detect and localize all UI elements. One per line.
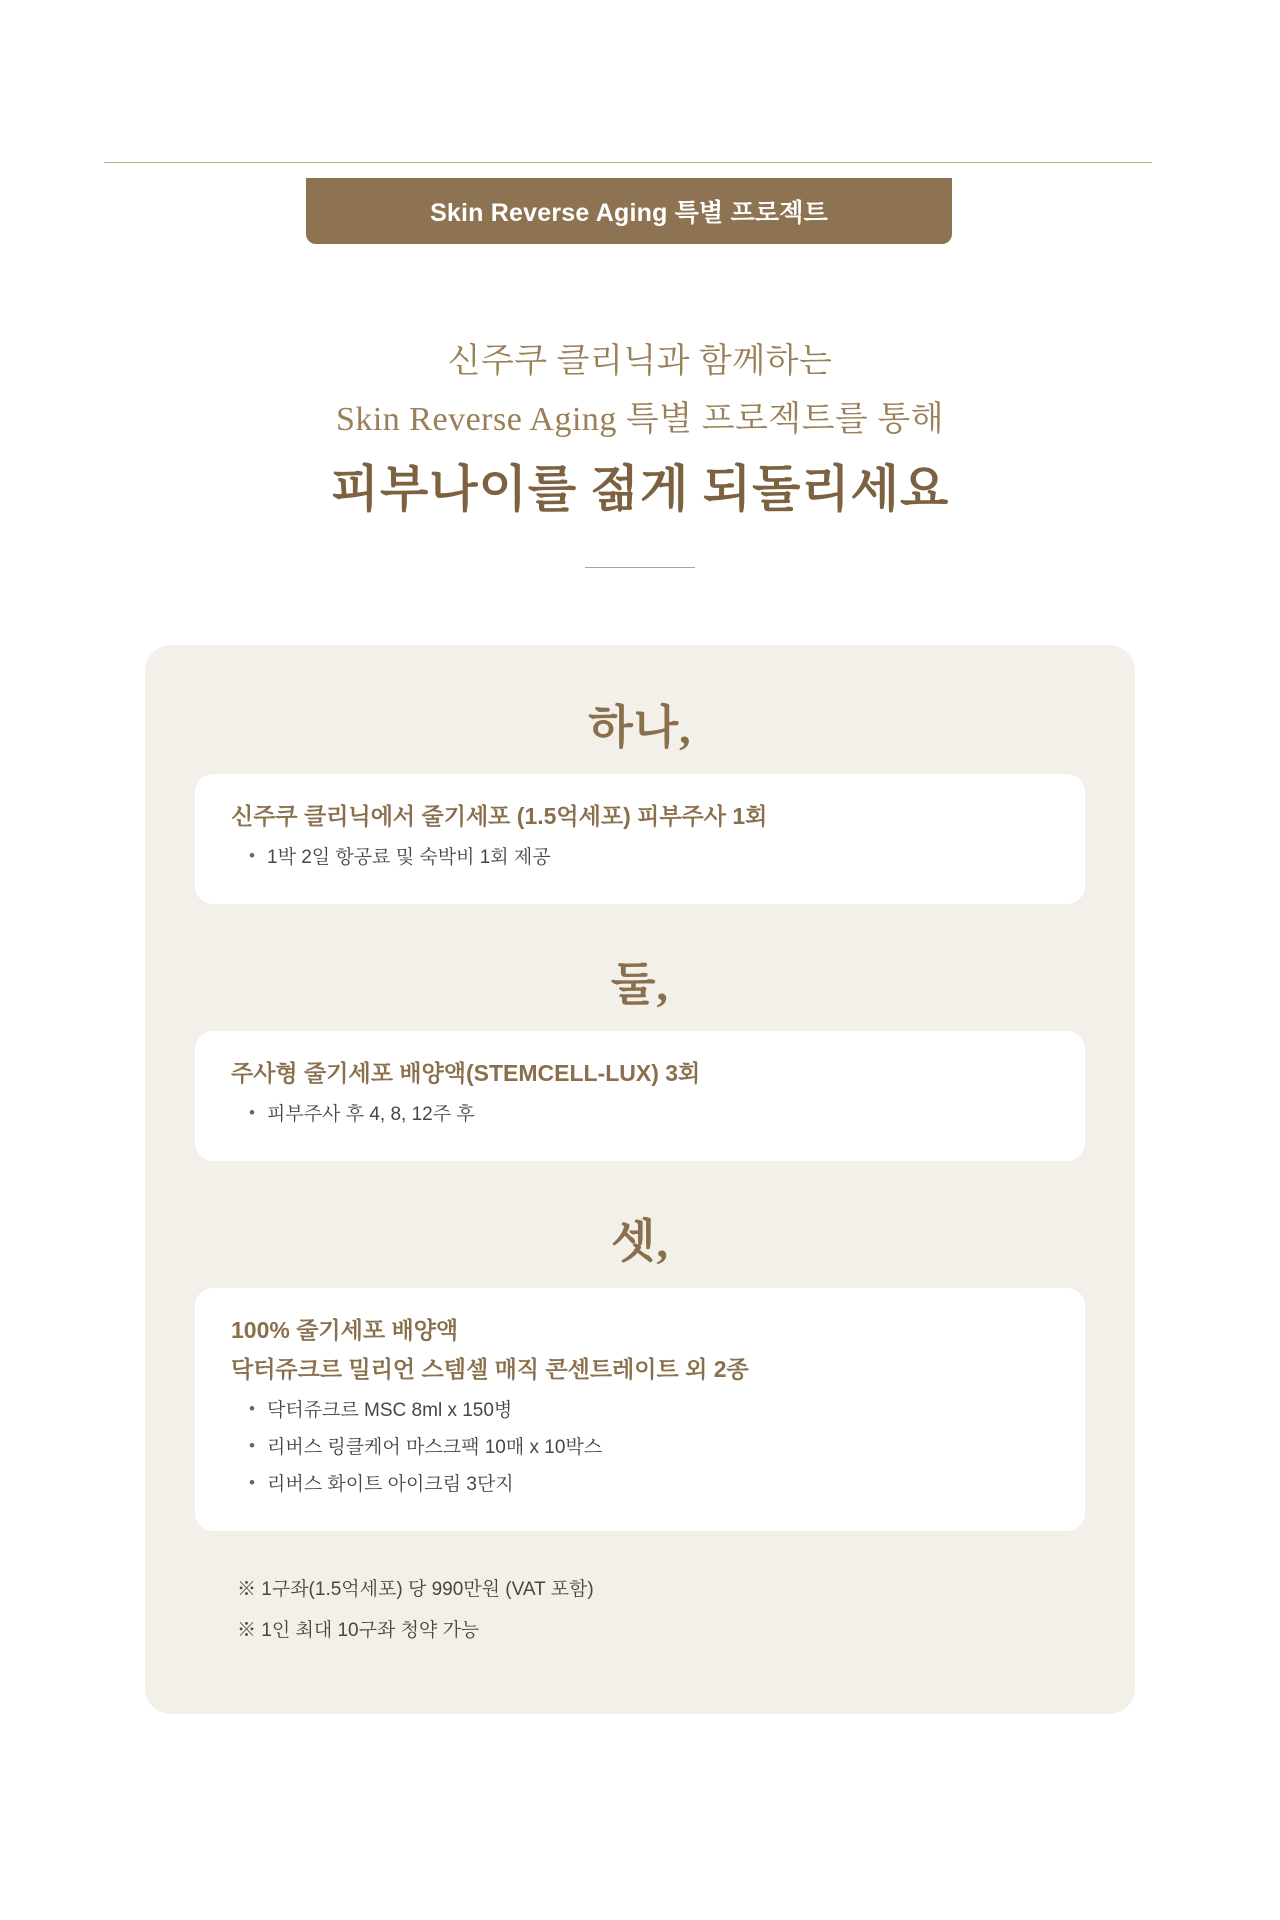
step-number-2: 둘, [611,958,669,1010]
spacer-2 [145,1161,1135,1205]
step-card-2-title: 주사형 줄기세포 배양액(STEMCELL-LUX) 3회 [231,1059,701,1086]
ribbon-label: Skin Reverse Aging 특별 프로젝트 [430,199,828,227]
spacer-1 [145,904,1135,948]
step-card-1-title: 신주쿠 클리닉에서 줄기세포 (1.5억세포) 피부주사 1회 [231,802,768,829]
list-item: • 1박 2일 항공료 및 숙박비 1회 제공 [247,839,1049,876]
top-divider-line [104,162,1152,163]
ribbon-banner [306,178,952,244]
step-card-3-title: 100% 줄기세포 배양액 [231,1316,459,1343]
headline-divider [585,567,695,568]
step-number-3: 셋, [611,1215,669,1267]
note-price: ※ 1구좌(1.5억세포) 당 990만원 (VAT 포함) [237,1579,594,1601]
step-card-3 [195,1288,1085,1532]
page-title: 피부나이를 젊게 되돌리세요 [330,461,950,518]
offer-panel [145,645,1135,1714]
headline-lead-line2: Skin Reverse Aging 특별 프로젝트를 통해 [335,401,945,439]
list-item: • 닥터쥬크르 MSC 8ml x 150병 [247,1392,1049,1429]
step-card-3-subtitle: 닥터쥬크르 밀리언 스템셀 매직 콘센트레이트 외 2종 [231,1355,749,1382]
note-limit: ※ 1인 최대 10구좌 청약 가능 [237,1619,480,1641]
headline-lead-line1: 신주쿠 클리닉과 함께하는 [447,343,833,380]
step-card-3-bullets [231,1392,1049,1503]
step-card-1-bullets [231,839,1049,876]
notes-block [145,1575,1135,1646]
step-card-1 [195,774,1085,904]
list-item: • 리버스 화이트 아이크림 3단지 [247,1466,1049,1503]
step-number-1: 하나, [588,702,692,753]
headline-block [0,340,1280,568]
step-card-2-bullets [231,1096,1049,1133]
list-item: • 리버스 링클케어 마스크팩 10매 x 10박스 [247,1429,1049,1466]
step-card-2 [195,1031,1085,1161]
list-item: • 피부주사 후 4, 8, 12주 후 [247,1096,1049,1133]
